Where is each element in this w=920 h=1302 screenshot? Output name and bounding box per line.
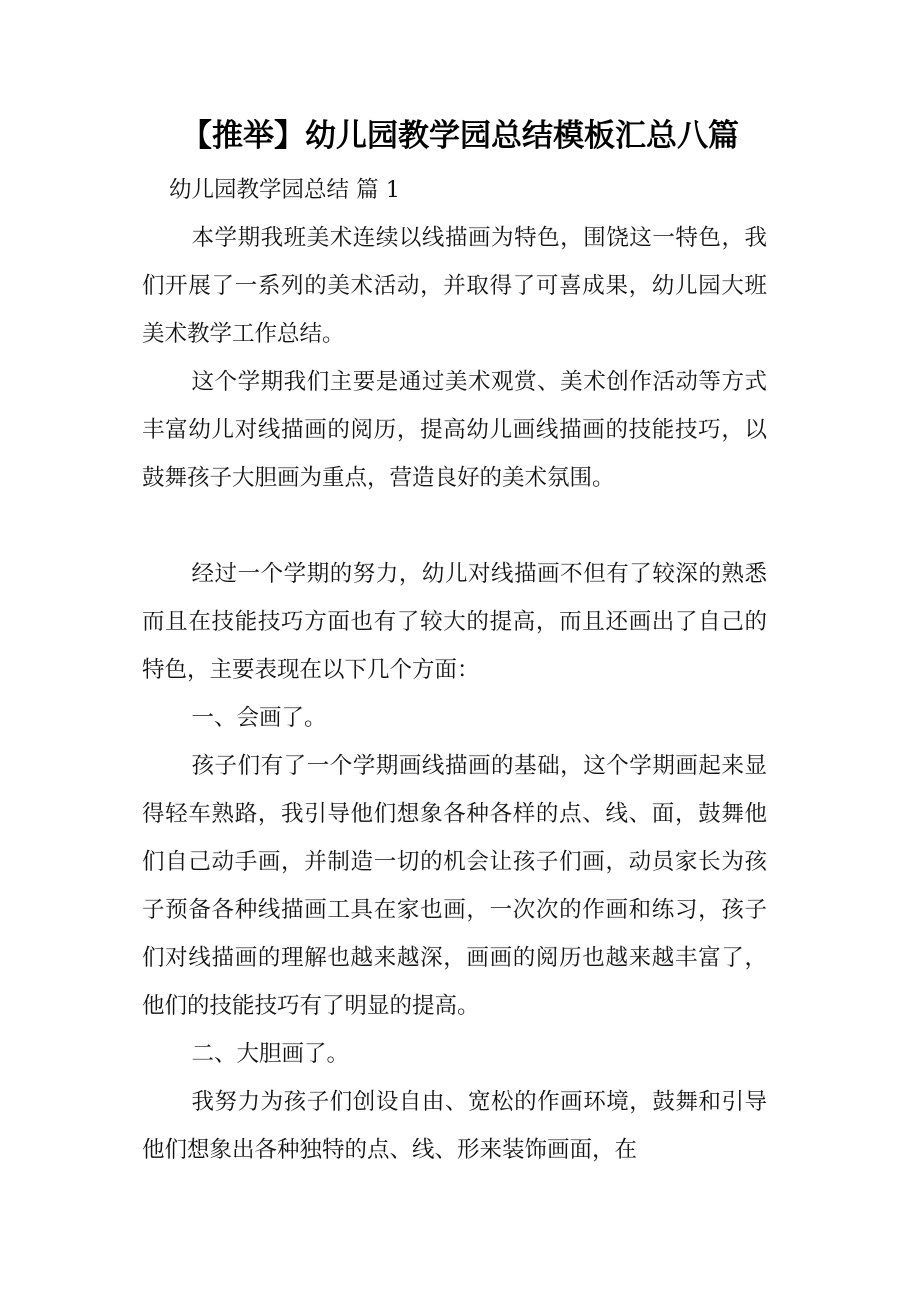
document-title: 【推举】幼儿园教学园总结模板汇总八篇 xyxy=(181,118,739,154)
section-heading: 二、大胆画了。 xyxy=(191,1041,350,1067)
section-heading: 一、会画了。 xyxy=(191,705,327,731)
paragraph: 经过一个学期的努力，幼儿对线描画不但有了较深的熟悉而且在技能技巧方面也有了较大的提高，而且还画出了自己的特色，主要表现在以下几个方面： xyxy=(142,561,767,683)
paragraph-gap xyxy=(142,502,767,550)
paragraph: 我努力为孩子们创设自由、宽松的作画环境，鼓舞和引导他们想象出各种独特的点、线、形来装饰画面，在 xyxy=(142,1089,767,1163)
section-subtitle: 幼儿园教学园总结 篇 1 xyxy=(169,177,401,203)
document-body xyxy=(142,166,767,1174)
paragraph: 孩子们有了一个学期画线描画的基础，这个学期画起来显得轻车熟路，我引导他们想象各种各样的点、线、面，鼓舞他们自己动手画，并制造一切的机会让孩子们画，动员家长为孩子预备各种线描画工具在家也画，一次次的作画和练习，孩子们对线描画的理解也越来越深，画画的阅历也越来越丰富了，他们的技能技巧有了明显的提高。 xyxy=(142,753,767,1019)
paragraph: 本学期我班美术连续以线描画为特色，围饶这一特色，我们开展了一系列的美术活动，并取得了可喜成果，幼儿园大班美术教学工作总结。 xyxy=(142,225,767,347)
paragraph: 这个学期我们主要是通过美术观赏、美术创作活动等方式丰富幼儿对线描画的阅历，提高幼儿画线描画的技能技巧，以鼓舞孩子大胆画为重点，营造良好的美术氛围。 xyxy=(142,369,767,491)
